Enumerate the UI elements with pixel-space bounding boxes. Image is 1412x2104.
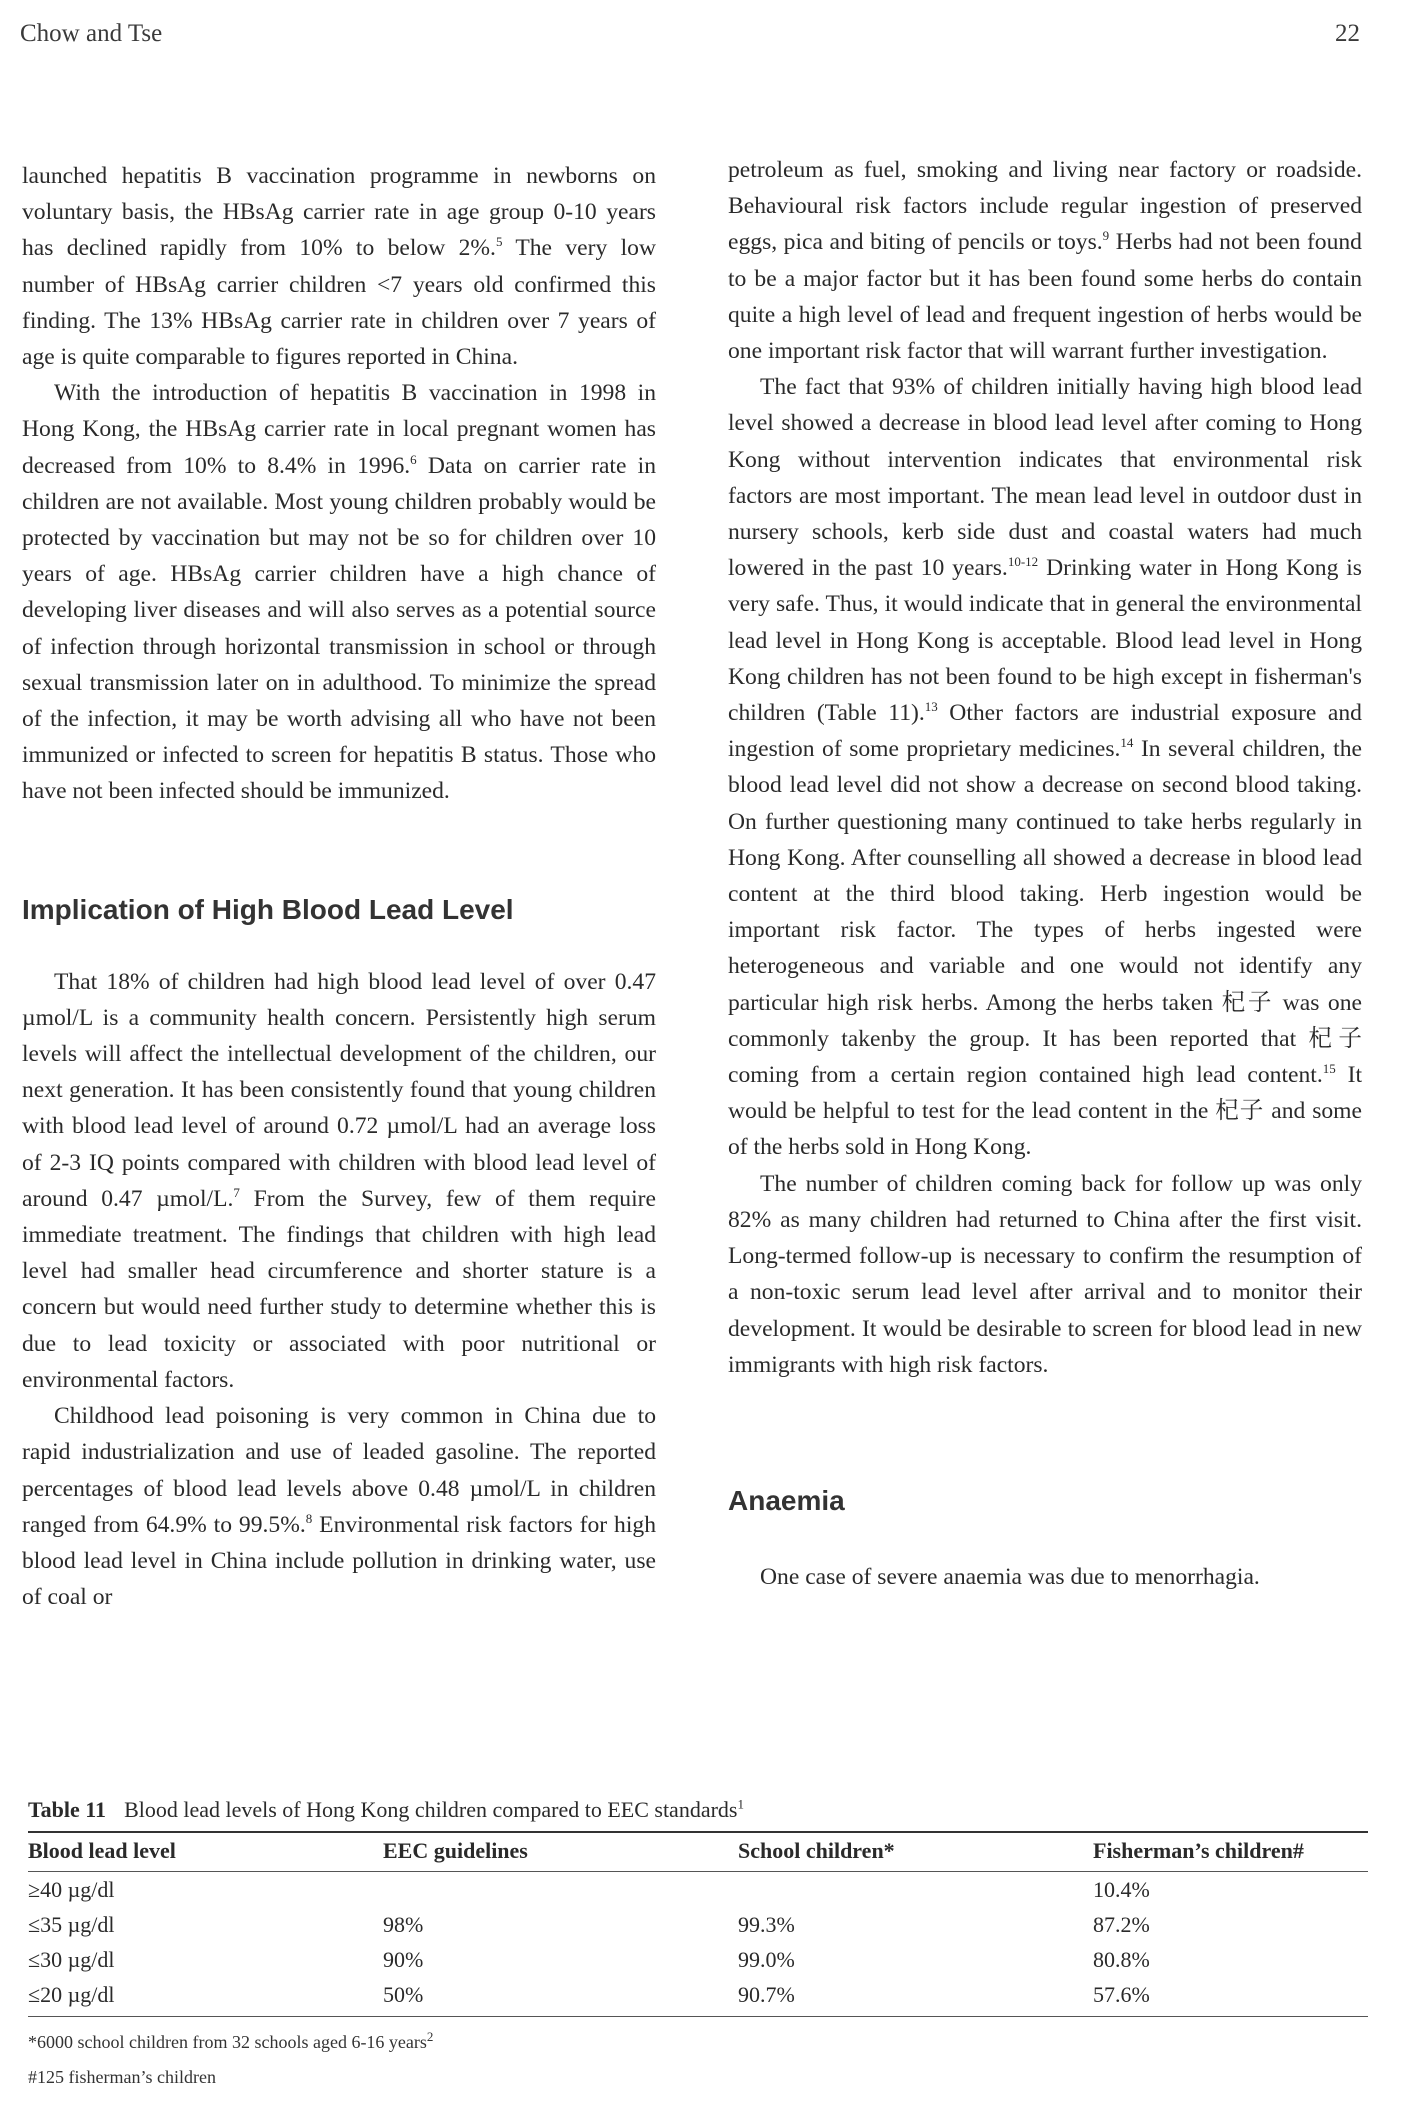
table-cell <box>383 1872 738 1908</box>
column-header: EEC guidelines <box>383 1838 528 1863</box>
table-row <box>28 1907 1368 1942</box>
citation: 2 <box>426 2029 434 2044</box>
footnote-text: *6000 school children from 32 schools aged 6-16 years <box>28 2032 427 2052</box>
table-row <box>28 1942 1368 1977</box>
table-row <box>28 1977 1368 2017</box>
paragraph <box>22 158 656 375</box>
table-11 <box>28 1795 1368 2095</box>
table-cell: ≥40 µg/dl <box>28 1877 115 1902</box>
table-cell: 87.2% <box>1093 1912 1150 1937</box>
table-cell: ≤35 µg/dl <box>28 1912 115 1937</box>
text: It would be helpful to test for the lead content in the 杞子 and some of the herbs sold in Hong Kong. <box>728 1062 1363 1161</box>
page-number: 22 <box>1335 20 1360 47</box>
column-header: School children* <box>738 1838 895 1863</box>
paragraph <box>22 375 656 809</box>
running-header-authors: Chow and Tse <box>20 20 163 47</box>
paragraph: The number of children coming back for follow up was only 82% as many children had returned to China after the first visit. Long-termed follow-up is necessary to confirm the resumption of a non-toxic serum lead level after arrival and to monitor their development. It would be desirable to screen for blood lead in new immigrants with high risk factors. <box>728 1170 1362 1378</box>
table-cell: ≤20 µg/dl <box>28 1982 115 2007</box>
paragraph <box>22 1398 656 1615</box>
table-cell: 57.6% <box>1093 1982 1150 2007</box>
section-heading: Anaemia <box>728 1484 845 1516</box>
footnote: #125 fisherman’s children <box>28 2067 216 2087</box>
right-column <box>728 152 1362 1595</box>
text: Childhood lead poisoning is very common in China due to rapid industrialization and use of leaded gasoline. The reported percentages of blood lead levels above 0.48 µmol/L in children ranged from 64.9% to 99.5%. <box>22 1403 656 1538</box>
section-heading: Implication of High Blood Lead Level <box>22 893 514 925</box>
text: Herbs had not been found to be a major factor but it has been found some herbs do contain quite a high level of lead and frequent ingestion of herbs would be one important risk factor that will warrant further investigation. <box>728 229 1362 365</box>
paragraph: One case of severe anaemia was due to menorrhagia. <box>760 1563 1260 1590</box>
table-row <box>28 1872 1368 1908</box>
footnote <box>28 2025 1368 2060</box>
table-cell: 50% <box>383 1982 424 2007</box>
paragraph <box>728 152 1362 369</box>
table-caption <box>28 1795 1368 1825</box>
column-header: Blood lead level <box>28 1838 176 1863</box>
text: From the Survey, few of them require immediate treatment. The findings that children with high lead level had smaller head circumference and shorter stature is a concern but would need further study to determine whether this is due to lead toxicity or associated with poor nutritional or environmental factors. <box>22 1185 656 1393</box>
citation: 5 <box>495 234 503 250</box>
citation: 1 <box>737 1796 744 1812</box>
spacer <box>22 928 656 964</box>
citation: 15 <box>1322 1061 1336 1077</box>
text: Other factors are industrial exposure and ingestion of some proprietary medicines. <box>728 700 1362 763</box>
table-footnotes <box>28 2025 1368 2095</box>
text: petroleum as fuel, smoking and living near factory or roadside. Behavioural risk factors include regular ingestion of preserved eggs, pica and biting of pencils or toys. <box>728 157 1362 256</box>
text: The fact that 93% of children initially having high blood lead level showed a decrease in blood lead level after coming to Hong Kong without intervention indicates that environmental risk factors are most important. The mean lead level in outdoor dust in nursery schools, kerb side dust and coastal waters had much lowered in the past 10 years. <box>728 374 1362 582</box>
table-cell: 99.3% <box>738 1912 795 1937</box>
data-table <box>28 1831 1368 2017</box>
spacer <box>728 1383 1362 1483</box>
column-header: Fisherman’s children# <box>1093 1838 1304 1863</box>
text: With the introduction of hepatitis B vaccination in 1998 in Hong Kong, the HBsAg carrier rate in local pregnant women has decreased from 10% to 8.4% in 1996. <box>22 380 656 479</box>
table-cell: ≤30 µg/dl <box>28 1947 115 1972</box>
text: In several children, the blood lead level did not show a decrease on second blood taking. On further questioning many continued to take herbs regularly in Hong Kong. After counselling all showed a decrease in blood lead content at the third blood taking. Herb ingestion would be important risk factor. The types of herbs ingested were heterogeneous and variable and one would not identify any particular high risk herbs. Among the herbs taken 杞子 was one commonly takenby the group. It has been reported that 杞子 coming from a certain region contained high lead content. <box>728 736 1362 1089</box>
citation: 10-12 <box>1007 554 1039 570</box>
table-cell: 90% <box>383 1947 424 1972</box>
table-cell: 99.0% <box>738 1947 795 1972</box>
caption-text: Blood lead levels of Hong Kong children compared to EEC standards <box>124 1797 738 1822</box>
table-cell: 98% <box>383 1912 424 1937</box>
paragraph <box>22 964 656 1398</box>
citation: 14 <box>1120 735 1134 751</box>
text: Data on carrier rate in children are not available. Most young children probably would be protected by vaccination but may not be so for children over 10 years of age. HBsAg carrier children have a high chance of developing liver diseases and will also serves as a potential source of infection through horizontal transmission in school or through sexual transmission later on in adulthood. To minimize the spread of the infection, it may be worth advising all who have not been immunized or infected to screen for hepatitis B status. Those who have not been infected should be immunized. <box>22 452 656 805</box>
table-cell <box>738 1872 1093 1908</box>
text: Drinking water in Hong Kong is very safe. Thus, it would indicate that in general the environmental lead level in Hong Kong is acceptable. Blood lead level in Hong Kong children has not been found to be high except in fisherman's children (Table 11). <box>728 555 1362 727</box>
table-cell: 80.8% <box>1093 1947 1150 1972</box>
spacer <box>22 810 656 892</box>
text: Environmental risk factors for high blood lead level in China include pollution in drinking water, use of coal or <box>22 1511 656 1611</box>
table-cell: 90.7% <box>738 1982 795 2007</box>
text: launched hepatitis B vaccination programme in newborns on voluntary basis, the HBsAg carrier rate in age group 0-10 years has declined rapidly from 10% to below 2%. <box>22 163 656 262</box>
left-column <box>22 158 656 1615</box>
spacer <box>728 1519 1362 1559</box>
text: The very low number of HBsAg carrier children <7 years old confirmed this finding. The 13% HBsAg carrier rate in children over 7 years of age is quite comparable to figures reported in China. <box>22 235 656 371</box>
text: That 18% of children had high blood lead level of over 0.47 µmol/L is a community health concern. Persistently high serum levels will affect the intellectual development of the children, our next generation. It has been consistently found that young children with blood lead level of around 0.72 µmol/L had an average loss of 2-3 IQ points compared with children with blood lead level of around 0.47 µmol/L. <box>22 968 656 1212</box>
citation: 8 <box>305 1510 313 1526</box>
citation: 6 <box>410 451 417 467</box>
citation: 9 <box>1102 228 1110 244</box>
paragraph <box>728 369 1362 1165</box>
table-header-row <box>28 1832 1368 1872</box>
table-label: Table 11 <box>28 1797 107 1822</box>
table-cell: 10.4% <box>1093 1877 1150 1902</box>
citation: 13 <box>924 699 938 715</box>
citation: 7 <box>233 1185 240 1201</box>
